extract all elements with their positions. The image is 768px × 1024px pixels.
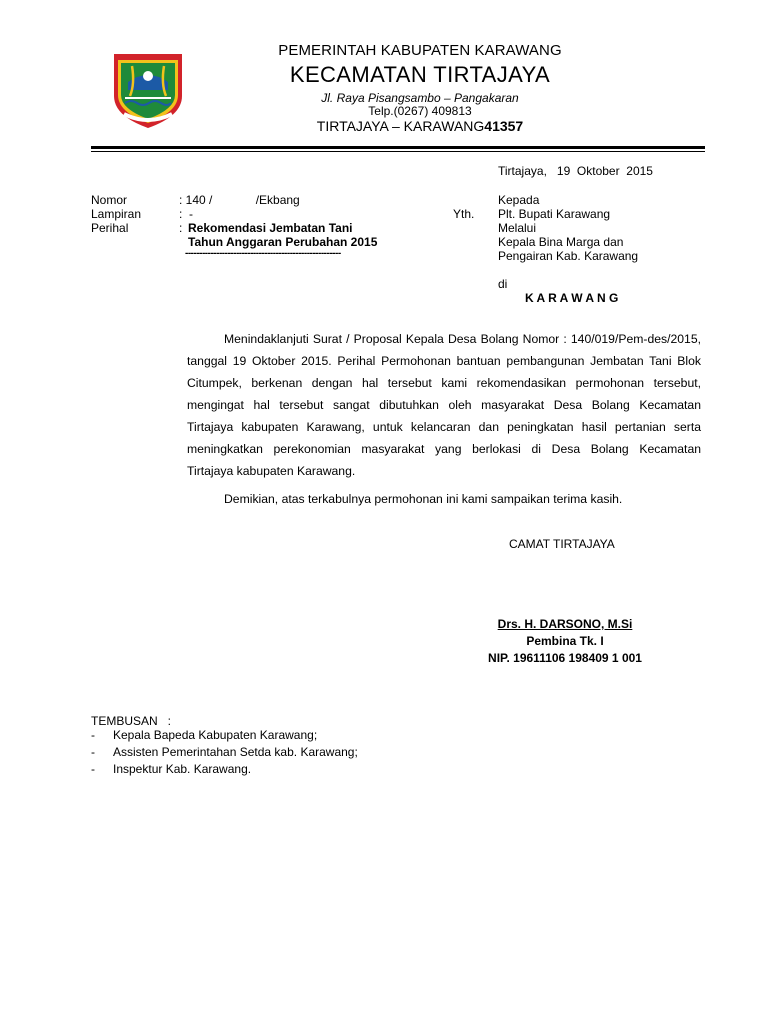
recipient-place: K A R A W A N G: [525, 291, 619, 305]
body-line: Tirtajaya kabupaten Karawang.: [187, 464, 356, 478]
body-line: Menindaklanjuti Surat / Proposal Kepala Desa Bolang Nomor : 140/019/Pem-des/2015,: [224, 332, 701, 346]
recipient-line1: Plt. Bupati Karawang: [498, 207, 611, 221]
recipient-kepada: Kepada: [498, 193, 540, 207]
letter-date: Tirtajaya, 19 Oktober 2015: [498, 164, 653, 178]
lampiran-label: Lampiran: [91, 207, 142, 221]
office-name: KECAMATAN TIRTAJAYA: [289, 62, 551, 87]
signature-title: CAMAT TIRTAJAYA: [509, 537, 615, 551]
perihal-subject-line2: Tahun Anggaran Perubahan 2015: [188, 235, 378, 249]
perihal-underline: -------------------------------------------------------: [185, 248, 341, 259]
tembusan-bullet: -: [91, 728, 95, 742]
city-name: TIRTAJAYA – KARAWANG: [316, 118, 485, 134]
office-address: Jl. Raya Pisangsambo – Pangakaran: [321, 91, 519, 105]
letterhead-rule-thick: [91, 146, 705, 149]
nomor-label: Nomor: [91, 193, 128, 207]
body-line: mengingat hal tersebut sangat dibutuhkan oleh masyarakat Desa Bolang Kecamatan: [187, 398, 701, 412]
postal-code: 41357: [484, 118, 524, 134]
body-line: Tirtajaya kabupaten Karawang, untuk kelancaran dan peningkatan hasil pertanian serta: [187, 420, 701, 434]
tembusan-bullet: -: [91, 762, 95, 776]
office-city: [0, 118, 768, 134]
tembusan-label: TEMBUSAN :: [91, 714, 172, 728]
body-line: tanggal 19 Oktober 2015. Perihal Permohonan bantuan pembangunan Jembatan Tani Blok: [187, 354, 701, 368]
recipient-yth: Yth.: [453, 207, 475, 221]
recipient-line3: Kepala Bina Marga dan: [498, 235, 624, 249]
tembusan-bullet: -: [91, 745, 95, 759]
office-phone: Telp.(0267) 409813: [368, 104, 472, 118]
recipient-line4: Pengairan Kab. Karawang: [498, 249, 639, 263]
body-paragraph-2: Demikian, atas terkabulnya permohonan ini kami sampaikan terima kasih.: [224, 492, 623, 506]
body-paragraph-1: [187, 328, 701, 482]
nomor-value: : 140 / /Ekbang: [179, 193, 300, 207]
recipient-line2: Melalui: [498, 221, 537, 235]
tembusan-item: Inspektur Kab. Karawang.: [113, 762, 252, 776]
perihal-colon: :: [179, 221, 183, 235]
tembusan-item: Kepala Bapeda Kabupaten Karawang;: [113, 728, 318, 742]
signature-block: [460, 616, 670, 667]
signatory-nip: NIP. 19611106 198409 1 001: [488, 651, 642, 665]
perihal-label: Perihal: [91, 221, 129, 235]
signatory-rank: Pembina Tk. I: [526, 634, 604, 648]
signatory-name: Drs. H. DARSONO, M.Si: [497, 617, 633, 631]
government-name: PEMERINTAH KABUPATEN KARAWANG: [278, 42, 562, 59]
letterhead-rule-thin: [91, 151, 705, 152]
perihal-subject-line1: Rekomendasi Jembatan Tani: [188, 221, 353, 235]
lampiran-value: : -: [179, 207, 193, 221]
body-line: meningkatkan perekonomian masyarakat yang berlokasi di Desa Bolang Kecamatan: [187, 442, 701, 456]
recipient-di: di: [498, 277, 508, 291]
tembusan-item: Assisten Pemerintahan Setda kab. Karawang;: [113, 745, 358, 759]
body-line: Citumpek, berkenan dengan hal tersebut kami rekomendasikan permohonan tersebut,: [187, 376, 701, 390]
